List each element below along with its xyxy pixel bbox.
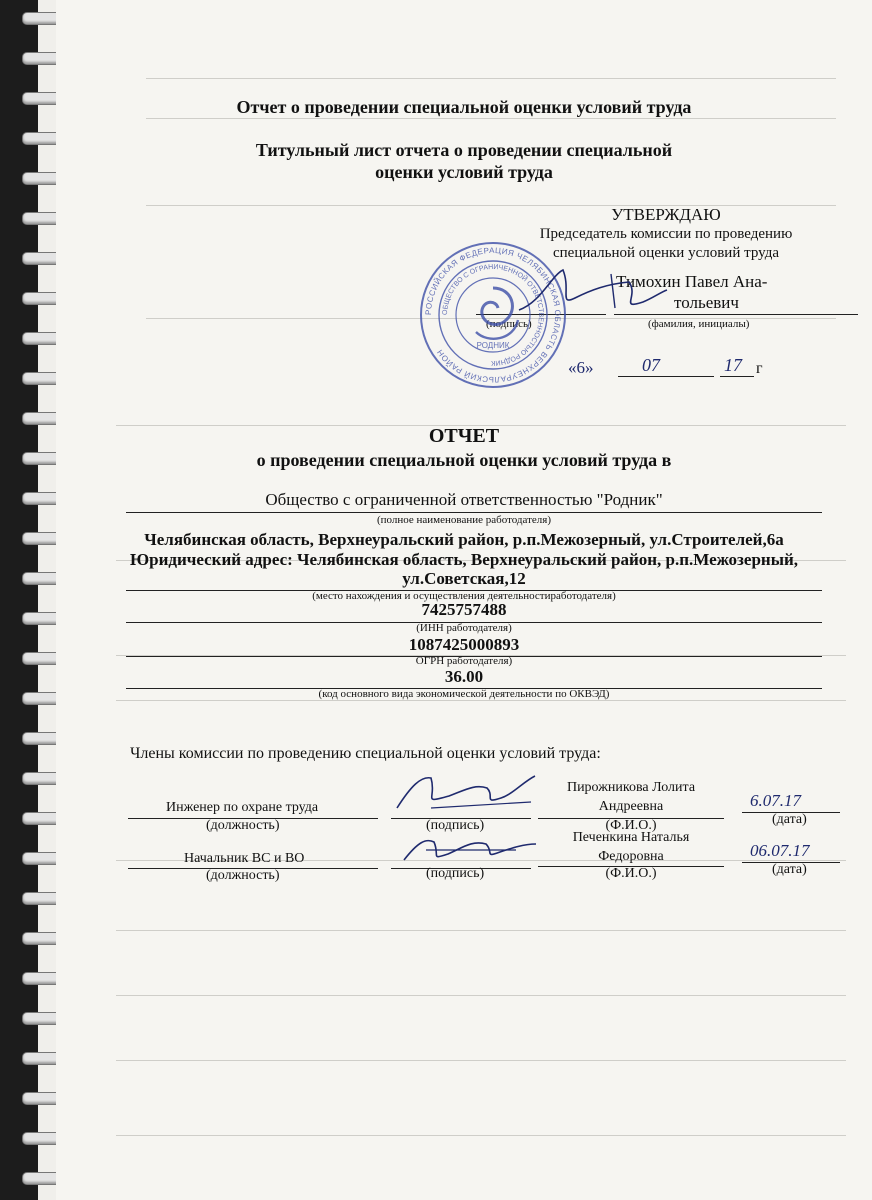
seal-center-text: РОДНИК: [476, 341, 510, 350]
chair-title-line2: специальной оценки условий труда: [552, 245, 779, 261]
approval-date-month: 07: [642, 355, 660, 375]
employer-name-caption: (полное наименование работодателя): [376, 514, 552, 526]
okved-caption: (код основного вида экономической деятельности по ОКВЭД): [318, 688, 610, 700]
inn-caption: (ИНН работодателя): [416, 622, 512, 634]
chair-name-line2: тольевич: [674, 293, 739, 312]
member-signature: [396, 830, 546, 870]
okved-value: 36.00: [444, 667, 484, 686]
member-name-line1: Пирожникова Лолита: [566, 780, 696, 795]
member-position-caption: (должность): [206, 818, 280, 833]
title-page-heading-line2: оценки условий труда: [375, 162, 553, 182]
member-date: 6.07.17: [750, 791, 801, 810]
approval-date-day: «6»: [568, 358, 594, 377]
seal-inner-text: ОБЩЕСТВО С ОГРАНИЧЕННОЙ ОТВЕТСТВЕННОСТЬЮ РОДНИК: [441, 263, 545, 367]
ogrn-value: 1087425000893: [408, 635, 520, 654]
chair-name-caption: (фамилия, инициалы): [648, 318, 750, 330]
member-name-line1: Печенкина Наталья: [572, 830, 690, 845]
member-name-line2: Андреевна: [598, 799, 664, 814]
chair-title-line1: Председатель комиссии по проведению: [539, 226, 793, 242]
chair-signature: [511, 262, 671, 322]
seal-ring-text: РОССИЙСКАЯ ФЕДЕРАЦИЯ ЧЕЛЯБИНСКАЯ ОБЛАСТЬ ВЕРХНЕУРАЛЬСКИЙ РАЙОН: [423, 245, 563, 385]
member-date: 06.07.17: [750, 841, 810, 860]
commission-title: Члены комиссии по проведению специальной оценки условий труда:: [130, 745, 601, 762]
member-sign-caption: (подпись): [426, 818, 485, 833]
member-signature: [391, 768, 541, 818]
location-caption: (место нахождения и осуществления деятельностиработодателя): [312, 590, 616, 602]
member-position: Инженер по охране труда: [166, 800, 319, 815]
legal-address-line1: Юридический адрес: Челябинская область, Верхнеуральский район, р.п.Межозерный,: [129, 550, 799, 569]
member-date-caption: (дата): [772, 812, 807, 827]
ogrn-caption: ОГРН работодателя): [415, 655, 513, 667]
approval-date-year: 17: [724, 355, 742, 375]
approve-label: УТВЕРЖДАЮ: [611, 205, 721, 224]
member-name-line2: Федоровна: [598, 849, 664, 864]
member-date-caption: (дата): [772, 862, 807, 877]
employer-location: Челябинская область, Верхнеуральский район, р.п.Межозерный, ул.Строителей,6а: [144, 530, 784, 549]
member-position: Начальник ВС и ВО: [184, 851, 305, 866]
member-sign-caption: (подпись): [426, 866, 485, 881]
member-fio-caption: (Ф.И.О.): [605, 866, 657, 881]
chair-name-line1: Тимохин Павел Ана-: [616, 272, 768, 291]
legal-address-line2: ул.Советская,12: [402, 569, 526, 588]
approval-date-suffix: г: [756, 360, 763, 377]
document-page: [56, 0, 872, 1200]
inn-value: 7425757488: [421, 600, 507, 619]
title-page-heading-line1: Титульный лист отчета о проведении специальной: [255, 140, 673, 160]
report-heading: ОТЧЕТ: [428, 425, 500, 447]
chair-sign-caption: (подпись): [486, 318, 532, 330]
employer-name: Общество с ограниченной ответственностью "Родник": [265, 490, 663, 509]
member-fio-caption: (Ф.И.О.): [605, 818, 657, 833]
report-subheading: о проведении специальной оценки условий труда в: [256, 450, 672, 470]
member-position-caption: (должность): [206, 868, 280, 883]
report-title: Отчет о проведении специальной оценки условий труда: [236, 97, 692, 117]
